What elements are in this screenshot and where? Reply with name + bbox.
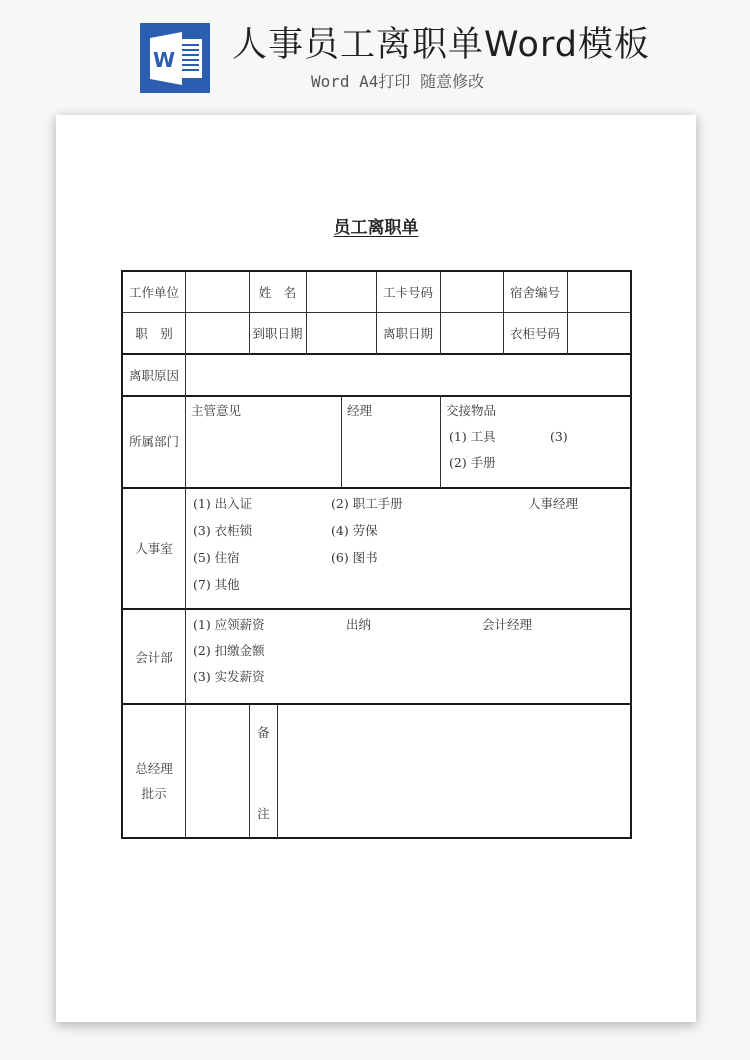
hr-item: (1) 出入证 [193, 496, 253, 511]
dorm-number-field[interactable] [568, 285, 630, 301]
hire-date-label: 到职日期 [252, 326, 303, 341]
word-icon [140, 23, 210, 93]
hr-manager-label: 人事经理 [528, 496, 579, 511]
row-divider [123, 487, 630, 489]
column-divider [277, 704, 278, 837]
name-field[interactable] [307, 285, 376, 301]
position-label: 职 别 [135, 326, 173, 341]
leave-reason-label: 离职原因 [128, 368, 179, 383]
hr-item: (4) 劳保 [331, 523, 378, 538]
handover-items-label: 交接物品 [446, 403, 497, 418]
accounting-item: (1) 应领薪资 [193, 617, 265, 632]
accounting-manager-label: 会计经理 [482, 617, 533, 632]
handover-item: (3) [550, 429, 568, 444]
handover-item: (1) 工具 [449, 429, 496, 444]
hr-item: (6) 图书 [331, 550, 378, 565]
column-divider [185, 272, 186, 837]
hire-date-field[interactable] [307, 326, 376, 342]
accounting-label: 会计部 [135, 650, 173, 665]
badge-number-label: 工卡号码 [382, 285, 433, 300]
column-divider [341, 396, 342, 488]
work-unit-field[interactable] [186, 285, 249, 301]
banner-title: 人事员工离职单Word模板 [232, 25, 650, 65]
leave-date-label: 离职日期 [382, 326, 433, 341]
document-page [56, 115, 696, 1022]
handover-item: (2) 手册 [449, 455, 496, 470]
supervisor-opinion-label: 主管意见 [191, 403, 242, 418]
resignation-form-table [121, 270, 632, 839]
accounting-item: (3) 实发薪资 [193, 669, 265, 684]
gm-approval-field[interactable] [187, 712, 247, 832]
gm-approval-label-line2: 批示 [141, 786, 167, 801]
hr-item: (7) 其他 [193, 577, 240, 592]
locker-number-field[interactable] [568, 326, 630, 342]
remarks-field[interactable] [281, 712, 626, 832]
document-title: 员工离职单 [333, 218, 419, 238]
cashier-label: 出纳 [346, 617, 372, 632]
hr-item: (5) 住宿 [193, 550, 240, 565]
locker-number-label: 衣柜号码 [509, 326, 560, 341]
leave-date-field[interactable] [441, 326, 503, 342]
hr-item: (2) 职工手册 [331, 496, 403, 511]
row-divider [123, 703, 630, 705]
svg-text:W: W [152, 48, 176, 72]
column-divider [440, 396, 441, 488]
department-label: 所属部门 [128, 434, 179, 449]
badge-number-field[interactable] [441, 285, 503, 301]
accounting-item: (2) 扣缴金额 [193, 643, 265, 658]
hr-office-label: 人事室 [135, 541, 173, 556]
dorm-number-label: 宿舍编号 [509, 285, 560, 300]
hr-item: (3) 衣柜锁 [193, 523, 253, 538]
row-divider [123, 395, 630, 397]
gm-approval-label-line1: 总经理 [135, 761, 173, 776]
remarks-label-char2: 注 [257, 806, 270, 821]
name-label: 姓 名 [258, 285, 297, 300]
word-logo-graphic [140, 23, 210, 93]
remarks-label-char1: 备 [257, 725, 270, 740]
work-unit-label: 工作单位 [128, 285, 179, 300]
row-divider [123, 608, 630, 610]
position-field[interactable] [186, 326, 249, 342]
banner-subtitle: Word A4打印 随意修改 [311, 72, 485, 91]
leave-reason-field[interactable] [191, 368, 626, 384]
manager-label: 经理 [347, 403, 373, 418]
